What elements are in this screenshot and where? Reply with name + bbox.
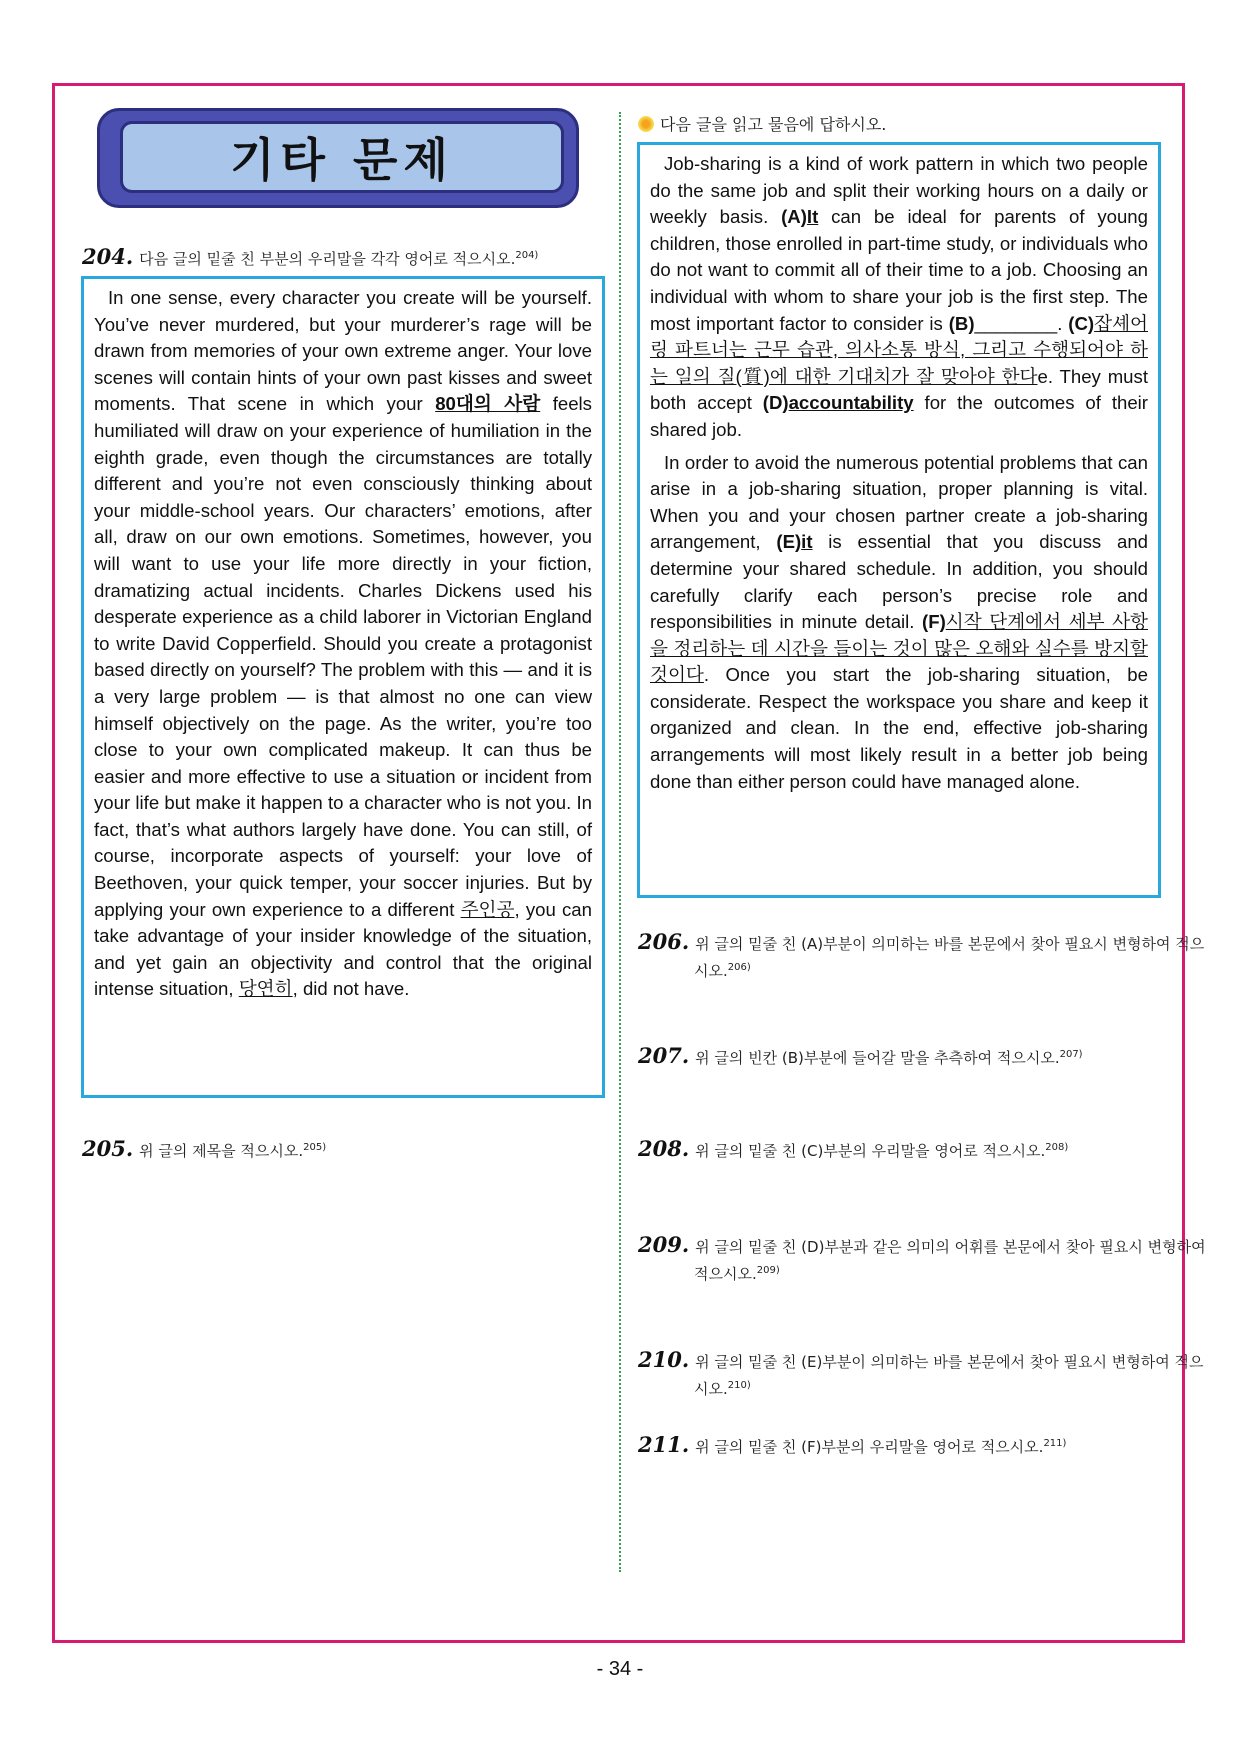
passage-segment: is essential that you discuss and determine your shared schedule. In addition, you should carefully clarify each person’s precise role and responsibilities in minute detail. (650, 531, 1148, 633)
question-207 (638, 1043, 1214, 1070)
page-number: - 34 - (596, 1658, 644, 1680)
question-208 (638, 1136, 1214, 1163)
label-a: (A) (781, 206, 807, 228)
question-text: 위 글의 밑줄 친 (A)부분이 의미하는 바를 본문에서 찾아 필요시 변형하여 적으시오. (694, 935, 1205, 980)
question-number: 209. (638, 1232, 690, 1257)
underlined-word-d: accountability (788, 392, 914, 414)
passage-segment: can be ideal for parents of young children, those enrolled in part-time study, or individuals who do not want to commit all of their time to a job. Choosing an individual with whom to share your job is the first step. The most important factor to consider is (650, 206, 1148, 334)
instructions (638, 113, 1158, 136)
question-number: 211. (638, 1432, 690, 1457)
question-number: 208. (638, 1136, 690, 1161)
footnote-ref: 211) (1043, 1438, 1067, 1449)
passage-segment: feels humiliated will draw on your experience of humiliation in the eighth grade, even though the circumstances are totally different and you’re not even consciously thinking about your middle-school years. Our characters’ emotions, after all, draw on our own emotions. Sometimes, however, you will want to use your life more directly in your fiction, dramatizing actual incidents. Charles Dickens used his desperate experience as a child laborer in Victorian England to write David Copperfield. Should you create a protagonist based directly on yourself? The problem with this — and it is a very large problem — is that almost no one can view himself objectively on the page. As the writer, you’re too close to your own complicated makeup. It can thus be easier and more effective to use a situation or incident from your life but make it happen to a character who is not you. In fact, that’s what authors largely have done. You can still, of course, incorporate aspects of yourself: your love of Beethoven, your quick temper, your soccer injuries. But by applying your own experience to a different (94, 393, 592, 920)
question-209 (638, 1233, 1214, 1286)
underlined-phrase-c: 잡셰어링 파트너는 근무 습관, 의사소통 방식, 그리고 수행되어야 하는 일의 질(質)에 대한 기대치가 잘 맞아야 한다 (650, 312, 1148, 387)
question-number: 205. (82, 1136, 134, 1161)
footnote-ref: 205) (303, 1142, 327, 1153)
passage-2-para-1 (650, 151, 1148, 444)
question-number: 204. (82, 244, 134, 269)
question-text: 위 글의 밑줄 친 (D)부분과 같은 의미의 어휘를 본문에서 찾아 필요시 변형하여 적으시오. (694, 1238, 1206, 1283)
question-210 (638, 1348, 1214, 1401)
passage-segment: , you can take advantage of your insider knowledge of the situation, and yet gain an objectivity and control that the original intense situation, (94, 898, 592, 1000)
passage-segment: , did not have. (292, 978, 410, 1000)
underlined-word-e: it (801, 531, 813, 553)
label-b: (B) (948, 312, 975, 334)
passage-segment: Job-sharing is a kind of work pattern in which two people do the same job and split their working hours on a daily or weekly basis. (650, 153, 1148, 228)
passage-2-para-2 (650, 450, 1148, 796)
passage-segment: . Once you start the job-sharing situation, be considerate. Respect the workspace you share and keep it organized and clean. In the end, effective job-sharing arrangements will most likely result in a better job being done than either person could have managed alone. (650, 664, 1148, 792)
underlined-phrase-1: 80대의 사람 (435, 393, 541, 415)
question-text: 다음 글의 밑줄 친 부분의 우리말을 각각 영어로 적으시오. (139, 250, 516, 268)
question-206 (638, 930, 1214, 983)
passage-segment: In one sense, every character you create will be yourself. You’ve never murdered, but your murderer’s rage will be drawn from memories of your own extreme anger. Your love scenes will contain hints of your own past kisses and sweet moments. That scene in which your (94, 287, 592, 415)
footnote-ref: 210) (727, 1380, 751, 1391)
passage-segment: In order to avoid the numerous potential problems that can arise in a job-sharing situation, proper planning is vital. When you and your chosen partner create a job-sharing arrangement, (650, 451, 1148, 553)
passage-box-2 (637, 142, 1161, 898)
passage-box-1 (81, 276, 605, 1098)
section-title: 기타 문제 (230, 133, 454, 187)
question-205 (82, 1136, 602, 1163)
flower-icon (638, 116, 654, 132)
footnote-ref: 207) (1059, 1049, 1083, 1060)
question-text: 위 글의 밑줄 친 (C)부분의 우리말을 영어로 적으시오. (695, 1142, 1046, 1160)
passage-segment: for the outcomes of their shared job. (650, 392, 1148, 440)
blank-b: ________ (974, 312, 1058, 334)
question-211 (638, 1432, 1214, 1459)
question-text: 위 글의 제목을 적으시오. (139, 1142, 304, 1160)
question-number: 206. (638, 929, 690, 954)
question-text: 위 글의 밑줄 친 (F)부분의 우리말을 영어로 적으시오. (695, 1438, 1044, 1456)
underlined-word-a: It (806, 206, 819, 228)
question-text: 위 글의 빈칸 (B)부분에 들어갈 말을 추측하여 적으시오. (695, 1049, 1060, 1067)
column-divider (619, 112, 621, 1572)
label-e: (E) (776, 531, 802, 553)
footnote-ref: 209) (756, 1265, 780, 1276)
underlined-phrase-3: 당연히 (238, 978, 293, 1000)
passage-1-text (94, 285, 592, 1003)
question-text: 위 글의 밑줄 친 (E)부분이 의미하는 바를 본문에서 찾아 필요시 변형하여 적으시오. (694, 1353, 1204, 1398)
instructions-text: 다음 글을 읽고 물음에 답하시오. (660, 115, 887, 134)
question-number: 210. (638, 1347, 690, 1372)
label-d: (D) (762, 392, 789, 414)
passage-segment: . (1057, 312, 1069, 334)
label-c: (C) (1068, 312, 1095, 334)
footnote-ref: 206) (727, 962, 751, 973)
footnote-ref: 204) (515, 250, 539, 261)
passage-segment: e. They must both accept (650, 365, 1148, 414)
underlined-phrase-2: 주인공 (460, 898, 515, 920)
question-204 (82, 244, 602, 271)
section-banner-inner (120, 121, 564, 193)
footnote-ref: 208) (1045, 1142, 1069, 1153)
question-number: 207. (638, 1043, 690, 1068)
label-f: (F) (922, 611, 946, 633)
underlined-phrase-f: 시작 단계에서 세부 사항을 정리하는 데 시간을 들이는 것이 많은 오해와 실수를 방지할 것이다 (650, 611, 1148, 686)
